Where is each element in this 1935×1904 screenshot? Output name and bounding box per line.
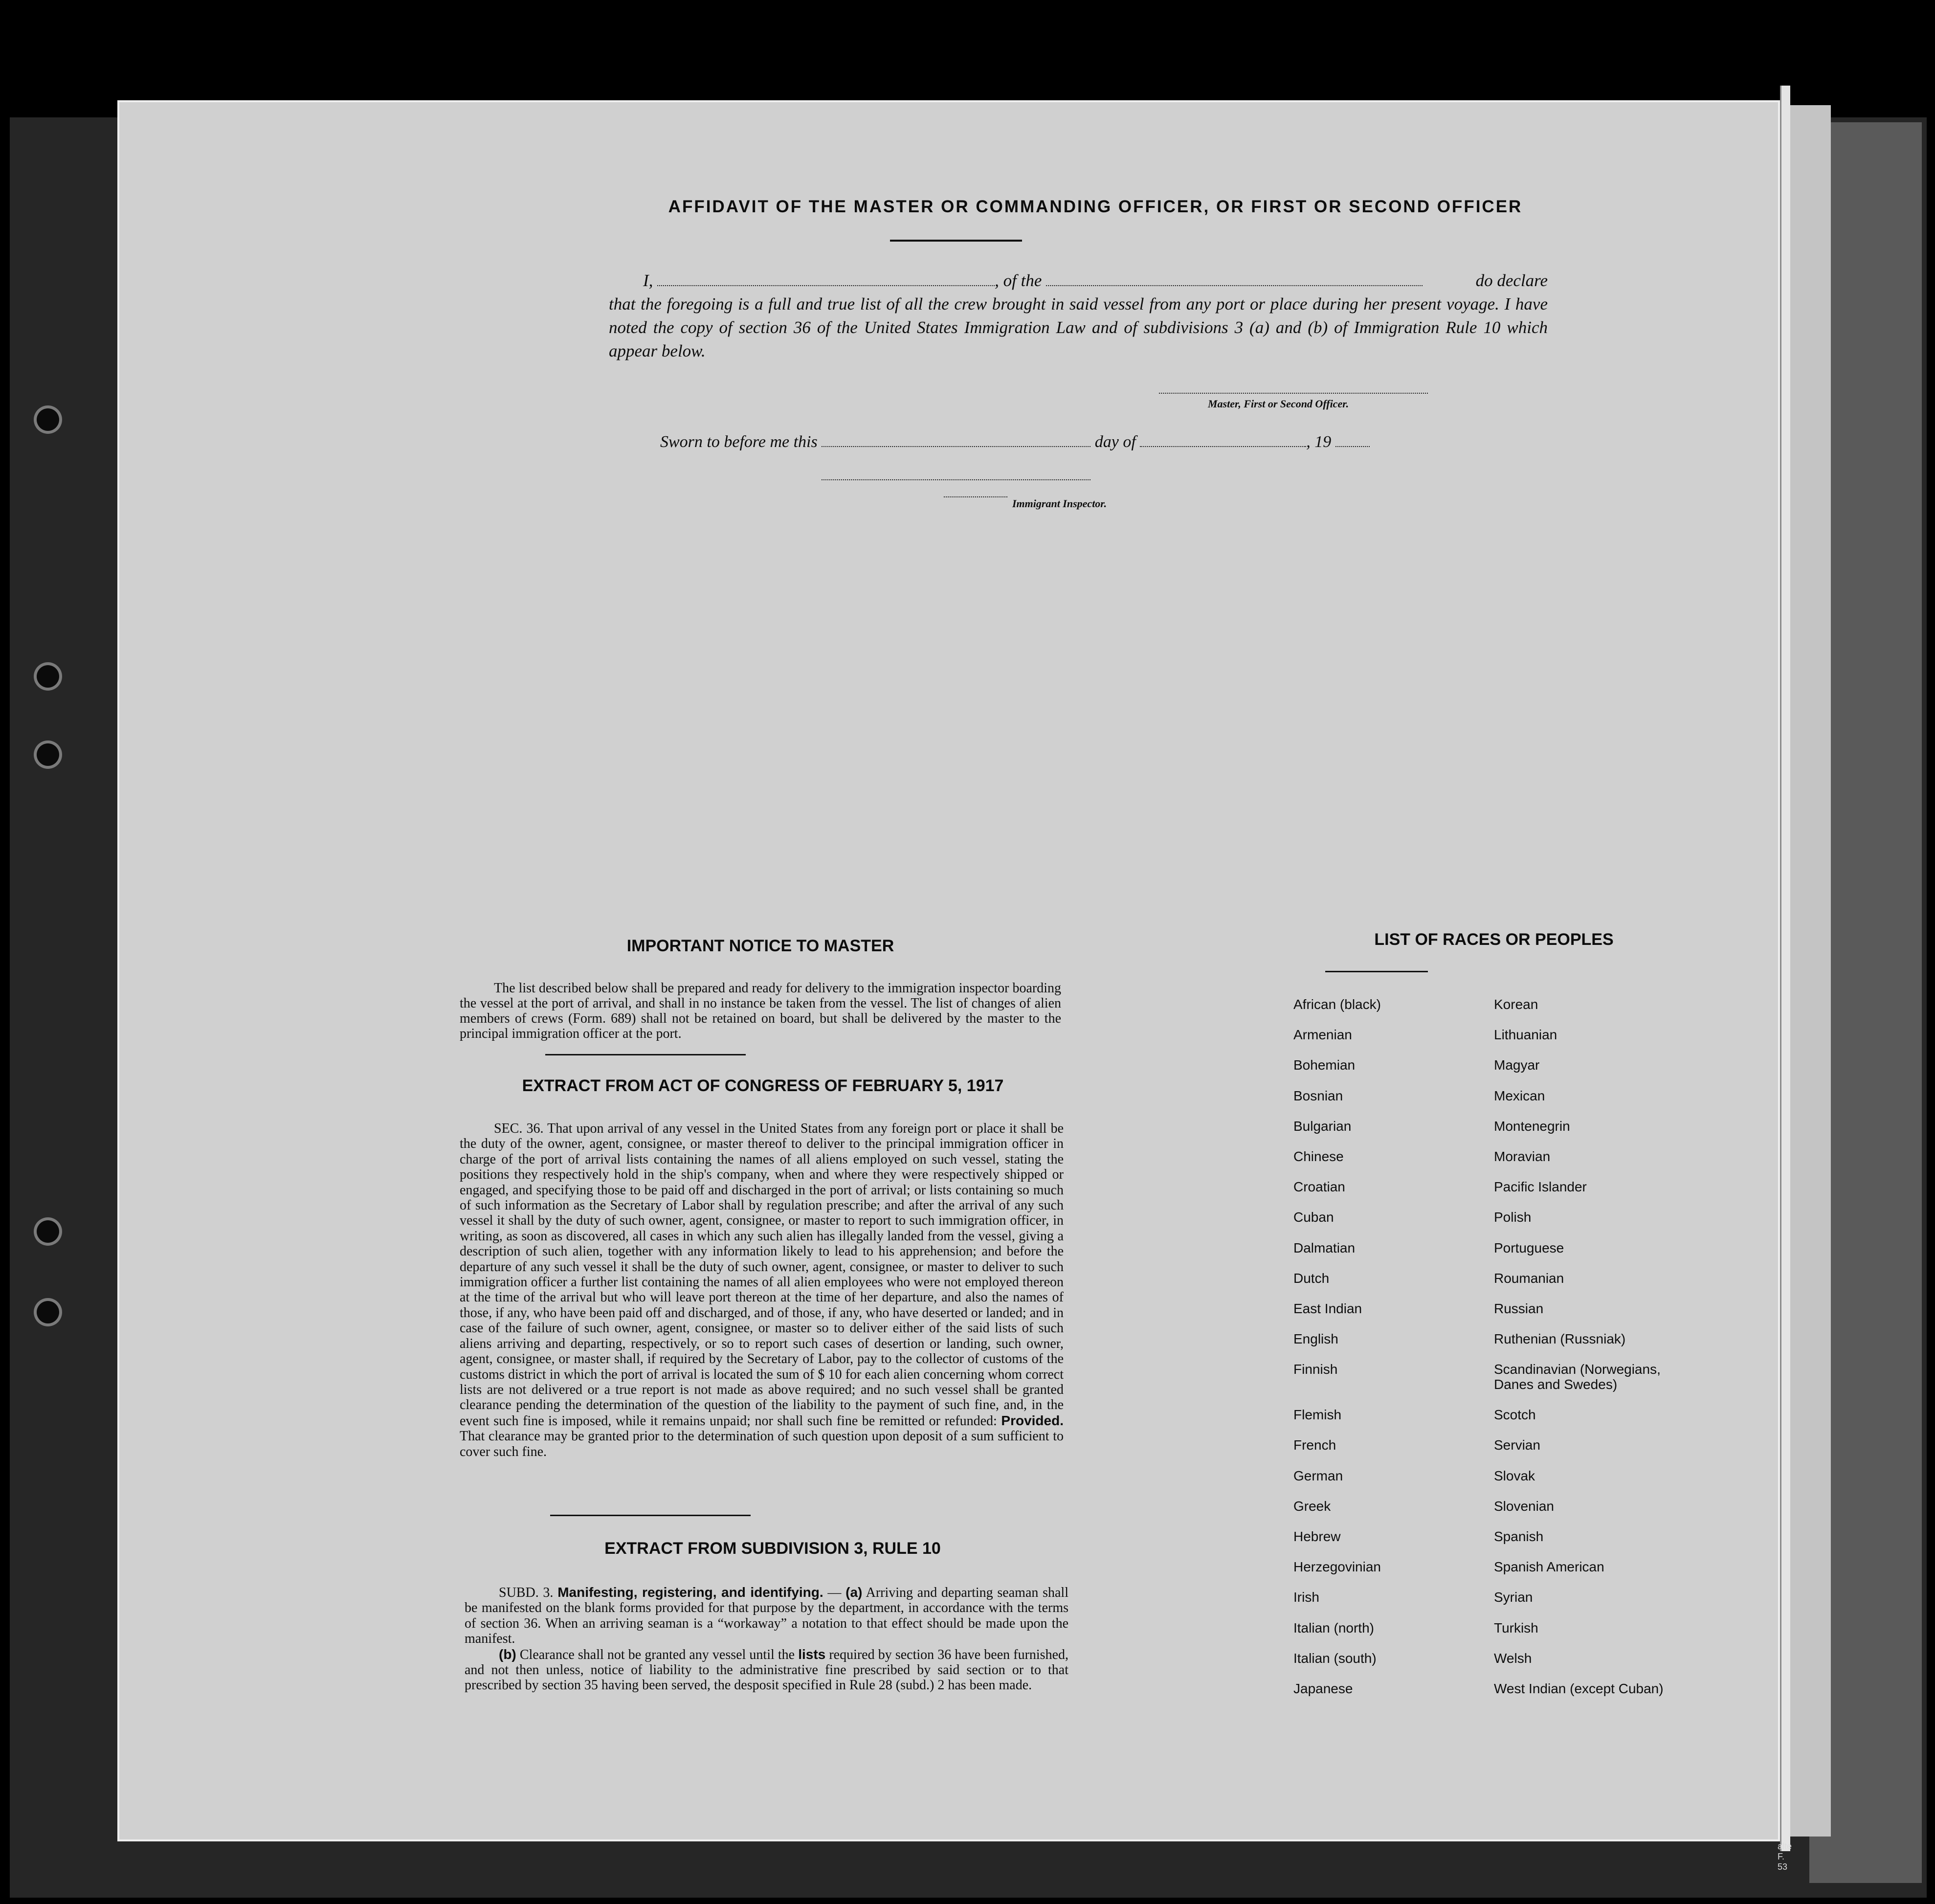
race-list-item: Lithuanian xyxy=(1494,1027,1557,1043)
races-title: LIST OF RACES OR PEOPLES xyxy=(1374,930,1614,949)
master-signature-field[interactable] xyxy=(1159,393,1428,394)
year-prefix: , 19 xyxy=(1306,433,1332,451)
race-list-item: African (black) xyxy=(1293,997,1381,1012)
notice-title: IMPORTANT NOTICE TO MASTER xyxy=(626,937,894,955)
race-list-item: Cuban xyxy=(1293,1210,1334,1225)
do-declare-label: do declare xyxy=(1475,271,1548,290)
master-signature-label: Master, First or Second Officer. xyxy=(1208,398,1349,410)
rule-extract-title: EXTRACT FROM SUBDIVISION 3, RULE 10 xyxy=(604,1539,941,1558)
act-extract-body: SEC. 36. That upon arrival of any vessel in the United States from any foreign port or place it shall be the duty of the owner, agent, consignee, or master thereof to deliver to the principal immigration officer in charge of the port of arrival lists containing the names of all aliens employed on such vessel, stating the positions they respectively hold in the ship's company, when and where they were respectively shipped or engaged, and specifying those to be paid off and discharged in the port of arrival; or lists containing so much of such information as the Secretary of Labor shall by regulation prescribe; and after the arrival of any such vessel it shall by the duty of such owner, agent, consignee, or master to report to such immigration officer, in writing, as soon as discovered, all cases in which any such alien has illegally landed from the vessel, giving a description of such alien, together with any information likely to lead to his apprehension; and before the departure of any such vessel it shall be the duty of such owner, agent, consignee, or master to deliver to such immigration officer a further list containing the names of all alien employees who were not employed thereon at the time of the arrival but who will leave port thereon at the time of her departure, and also the names of those, if any, who have been paid off and discharged, and of those, if any, who have deserted or landed; and in case of the failure of such owner, agent, consignee, or master so to deliver either of the said lists of such aliens arriving and departing, respectively, or so to report such cases of desertion or landing, such owner, agent, consignee, or master shall, if required by the Secretary of Labor, pay to the collector of customs of the customs district in which the port of arrival is located the sum of $ 10 for each alien concerning whom correct lists are not delivered or a true report is not made as above required; and no such vessel shall be granted clearance pending the determination of the question of the liability to the payment of such fine, and, in the event such fine is imposed, while it remains unpaid; nor shall such fine be remitted or refunded: xyxy=(460,1121,1064,1429)
rule-b-label: (b) xyxy=(499,1646,516,1662)
race-list-item: Russian xyxy=(1494,1300,1544,1316)
sworn-month-field[interactable] xyxy=(1140,435,1306,447)
race-list-item: Polish xyxy=(1494,1210,1532,1225)
race-list-item: Syrian xyxy=(1494,1590,1533,1605)
binder-hole-icon xyxy=(37,408,59,431)
act-extract-title: EXTRACT FROM ACT OF CONGRESS OF FEBRUARY 5, 1917 xyxy=(522,1076,1004,1095)
race-list-item: Moravian xyxy=(1494,1148,1551,1164)
race-list-item: Italian (south) xyxy=(1293,1650,1377,1666)
race-list-item: Flemish xyxy=(1293,1407,1342,1423)
race-list-item: Korean xyxy=(1494,997,1538,1012)
race-list-item: Herzegovinian xyxy=(1293,1559,1381,1575)
officer-name-field[interactable] xyxy=(657,273,995,286)
title-divider xyxy=(890,240,1022,242)
race-list-item: East Indian xyxy=(1293,1300,1362,1316)
race-list-item: Spanish American xyxy=(1494,1559,1604,1575)
sworn-year-field[interactable] xyxy=(1335,435,1370,447)
rule-b-text-1: Clearance shall not be granted any vessel until the xyxy=(519,1647,795,1662)
races-left-column xyxy=(1293,997,1489,1711)
race-list-item: Bohemian xyxy=(1293,1057,1356,1073)
rule-b-lists: lists xyxy=(798,1646,826,1662)
inspector-signature-short xyxy=(944,496,1007,497)
act-divider xyxy=(550,1515,751,1516)
race-list-item: Scandinavian (Norwegians, Danes and Swedes) xyxy=(1494,1362,1661,1392)
act-extract-text xyxy=(460,1121,1064,1459)
day-of-label: day of xyxy=(1094,433,1136,451)
races-divider xyxy=(1325,971,1428,972)
race-list-item: Portuguese xyxy=(1494,1240,1564,1255)
affidavit-i-label: I, xyxy=(643,271,653,290)
race-list-item: Hebrew xyxy=(1293,1529,1341,1544)
race-list-item: Japanese xyxy=(1293,1680,1353,1696)
sworn-prefix: Sworn to before me this xyxy=(660,433,818,451)
rule-a-label: (a) xyxy=(845,1585,863,1600)
binder-hole-icon xyxy=(37,743,59,766)
affidavit-statement: that the foregoing is a full and true list of all the crew brought in said vessel from any port or place during her present voyage. I have noted the copy of section 36 of the United States Immigration Law and of subdivisions 3 (a) and (b) of Immigration Rule 10 which appear below. xyxy=(609,294,1548,360)
race-list-item: Croatian xyxy=(1293,1179,1345,1195)
of-the-label: , of the xyxy=(995,271,1042,290)
vessel-name-field[interactable] xyxy=(1046,273,1423,286)
race-list-item: Turkish xyxy=(1494,1620,1538,1635)
rule-b-text-2: required by section 36 have been furnished, and not then unless, notice of liability to the administrative fine prescribed by said section or to that prescribed by section 35 having been served, the desposit specified in Rule 28 (subd.) 2 has been made. xyxy=(465,1647,1069,1693)
race-list-item: Magyar xyxy=(1494,1057,1540,1073)
race-list-item: Finnish xyxy=(1293,1362,1338,1377)
sworn-line xyxy=(660,433,1394,451)
act-extract-body-end: That clearance may be granted prior to the determination of such question upon deposit of a sum sufficient to cover such fine. xyxy=(460,1429,1064,1459)
race-list-item: Scotch xyxy=(1494,1407,1536,1423)
race-list-item: Slovak xyxy=(1494,1468,1535,1483)
inspector-label: Immigrant Inspector. xyxy=(1012,497,1107,510)
race-list-item: Dutch xyxy=(1293,1270,1330,1286)
affidavit-title: AFFIDAVIT OF THE MASTER OR COMMANDING OFFICER, OR FIRST OR SECOND OFFICER xyxy=(668,197,1523,216)
race-list-item: Pacific Islander xyxy=(1494,1179,1587,1195)
race-list-item: Chinese xyxy=(1293,1148,1344,1164)
inspector-signature-field[interactable] xyxy=(822,479,1090,480)
affidavit-body xyxy=(609,269,1548,363)
race-list-item: West Indian (except Cuban) xyxy=(1494,1680,1664,1696)
page-edge xyxy=(1780,86,1790,1851)
race-list-item: French xyxy=(1293,1437,1336,1453)
rule-subd-label: SUBD. 3. xyxy=(499,1585,554,1600)
notice-text: The list described below shall be prepared and ready for delivery to the immigration inspector boarding the vessel at the port of arrival, and shall in no instance be taken from the vessel. The list of changes of alien members of crews (Form. 689) shall not be retained on board, but shall be delivered by the master to the principal immigration officer at the port. xyxy=(460,981,1061,1041)
form-code: alte F. 53 xyxy=(1778,1841,1792,1872)
race-list-item: Irish xyxy=(1293,1590,1319,1605)
binder-hole-icon xyxy=(37,1301,59,1323)
races-right-column xyxy=(1494,997,1690,1711)
race-list-item: Servian xyxy=(1494,1437,1540,1453)
race-list-item: Bulgarian xyxy=(1293,1118,1352,1134)
binder-hole-icon xyxy=(37,1220,59,1243)
rule-extract-text: SUBD. 3. Manifesting, registering, and identifying. — (a) Arriving and departing seaman shall be manifested on the blank forms provided for that purpose by the department, in accordance with the terms of section 36. When an arriving seaman is a “workaway” a notation to that effect should be made upon the manifest. (b) Clearance shall not be granted any vessel until the lists required by section 36 have been furnished, and not then unless, notice of liability to the administrative fine prescribed by said section or to that prescribed by section 35 having been served, the desposit specified in Rule 28 (subd.) 2 has been made. xyxy=(465,1585,1069,1693)
act-provided-label: Provided. xyxy=(1001,1412,1064,1428)
race-list-item: Montenegrin xyxy=(1494,1118,1570,1134)
race-list-item: Armenian xyxy=(1293,1027,1352,1043)
race-list-item: Mexican xyxy=(1494,1088,1545,1103)
race-list-item: Italian (north) xyxy=(1293,1620,1374,1635)
rule-heading: Manifesting, registering, and identifying. xyxy=(557,1585,823,1600)
race-list-item: Welsh xyxy=(1494,1650,1532,1666)
race-list-item: English xyxy=(1293,1331,1338,1347)
rule-a-text: Arriving and departing seaman shall be manifested on the blank forms provided for that purpose by the department, in accordance with the terms of section 36. When an arriving seaman is a “workaway” a notation to that effect should be made upon the manifest. xyxy=(465,1585,1068,1647)
race-list-item: Bosnian xyxy=(1293,1088,1343,1103)
race-list-item: German xyxy=(1293,1468,1343,1483)
sworn-day-field[interactable] xyxy=(822,435,1090,447)
race-list-item: Dalmatian xyxy=(1293,1240,1356,1255)
binder-hole-icon xyxy=(37,665,59,688)
race-list-item: Greek xyxy=(1293,1498,1331,1514)
race-list-item: Spanish xyxy=(1494,1529,1544,1544)
form-page xyxy=(117,100,1792,1872)
race-list-item: Slovenian xyxy=(1494,1498,1554,1514)
race-list-item: Roumanian xyxy=(1494,1270,1564,1286)
notice-divider xyxy=(545,1054,746,1055)
race-list-item: Ruthenian (Russniak) xyxy=(1494,1331,1626,1347)
